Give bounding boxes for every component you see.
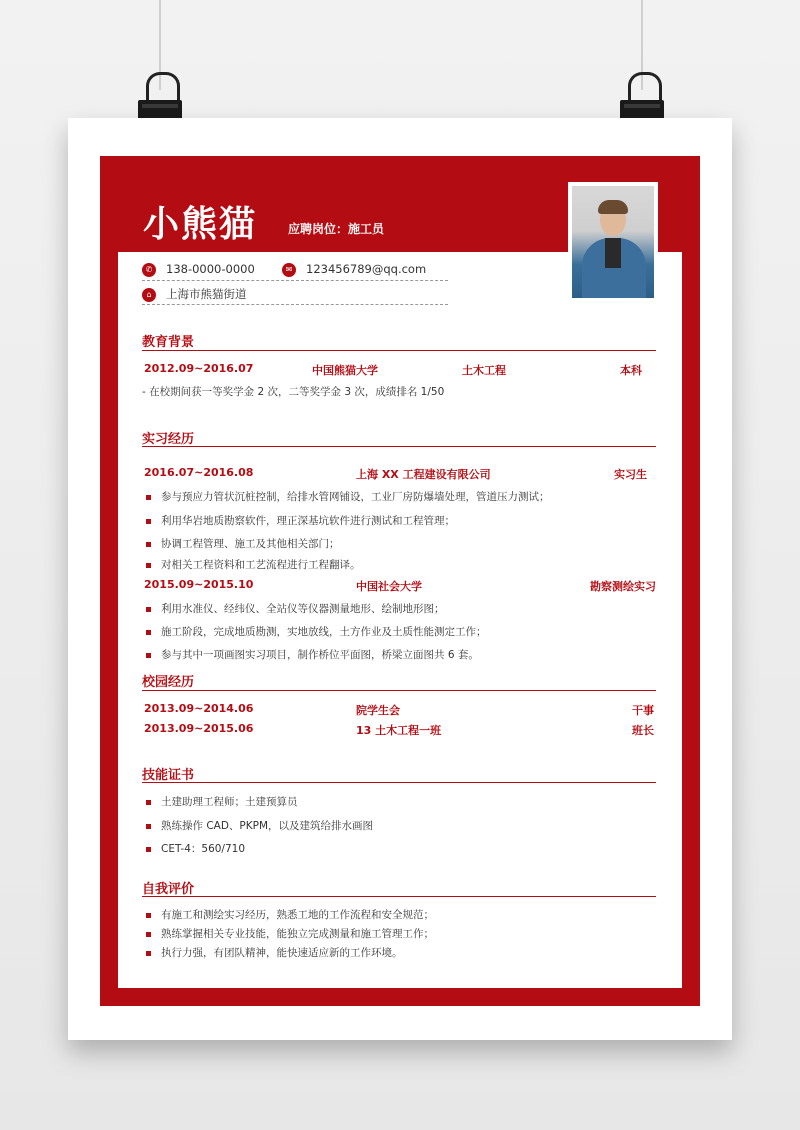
list-item: CET-4：560/710 xyxy=(146,841,245,856)
home-icon: ⌂ xyxy=(142,288,156,302)
profile-photo xyxy=(568,182,658,302)
divider xyxy=(142,304,448,305)
list-item: 施工阶段，完成地质勘测，实地放线，土方作业及土质性能测定工作； xyxy=(146,624,487,639)
list-item: 执行力强，有团队精神，能快速适应新的工作环境。 xyxy=(146,945,403,960)
applied-position: 应聘岗位：施工员 xyxy=(288,222,385,236)
contact-phone: ✆ 138-0000-0000 xyxy=(142,262,255,277)
list-item: 利用华岩地质勘察软件，理正深基坑软件进行测试和工程管理； xyxy=(146,513,455,528)
list-item: 利用水准仪、经纬仪、全站仪等仪器测量地形、绘制地形图； xyxy=(146,601,445,616)
section-divider xyxy=(142,446,656,447)
education-note: - 在校期间获一等奖学金 2 次，二等奖学金 3 次，成绩排名 1/50 xyxy=(142,386,445,398)
list-item: 参与其中一项画图实习项目，制作桥位平面图，桥梁立面图共 6 套。 xyxy=(146,647,479,662)
divider xyxy=(142,280,448,281)
section-title-education: 教育背景 xyxy=(142,335,195,350)
list-item: 土建助理工程师；土建预算员 xyxy=(146,794,298,809)
section-divider xyxy=(142,690,656,691)
list-item: 有施工和测绘实习经历，熟悉工地的工作流程和安全规范； xyxy=(146,907,434,922)
section-title-skills: 技能证书 xyxy=(142,768,195,783)
section-divider xyxy=(142,350,656,351)
email-icon: ✉ xyxy=(282,263,296,277)
section-title-self-eval: 自我评价 xyxy=(142,882,195,897)
contact-address: ⌂ 上海市熊猫街道 xyxy=(142,286,247,302)
section-divider xyxy=(142,782,656,783)
phone-icon: ✆ xyxy=(142,263,156,277)
list-item: 熟练操作 CAD、PKPM，以及建筑给排水画图 xyxy=(146,818,373,833)
list-item: 对相关工程资料和工艺流程进行工程翻译。 xyxy=(146,557,361,572)
list-item: 参与预应力管状沉桩控制，给排水管网铺设，工业厂房防爆墙处理，管道压力测试； xyxy=(146,489,550,504)
list-item: 熟练掌握相关专业技能，能独立完成测量和施工管理工作； xyxy=(146,926,434,941)
contact-email: ✉ 123456789@qq.com xyxy=(282,262,426,277)
list-item: 协调工程管理、施工及其他相关部门； xyxy=(146,536,340,551)
resume-paper: 小熊猫 应聘岗位：施工员 ✆ 138-0000-0000 ✉ 123456789@qq.com ⌂ 上海市熊猫街道 教育背景 2012.09~2016.07 中国熊猫大学 土木工程 本科 - 在校期间获一等奖学金 2 次，二等奖学金 3 次，成绩排名 1/50 实习经历 2016.07~2016.08 上海 XX 工程建设有限公司 实习生 参与预应力管状沉桩控制，给排水管网铺设，工业厂房防爆墙处理，管道压力测试； 利用华岩地质勘察软件，理正深基坑软件进行测试和工程管理； 协调工程管理、施工及其他相关部门； 对相关工程资料和工艺流程进行工程翻译。 2015.09~2015.10 中国社会大学 勘察测绘实习 利用水准仪、经纬仪、全站仪等仪器测量地形、绘制地形图； 施工阶段，完成地质勘测，实地放线，土方作业及土质性能测定工作； 参与其中一项画图实习项目，制作桥位平面图，桥梁立面图共 6 套。 校园经历 2013.09~2014.06 院学生会 干事 2013.09~2015.06 13 土木工程一班 班长 技能证书 土建助理工程师；土建预算员 熟练操作 CAD、PKPM，以及建筑给排水画图 CET-4：560/710 自我评价 有施工和测绘实习经历，熟悉工地的工作流程和安全规范； 熟练掌握相关专业技能，能独立完成测量和施工管理工作； 执行力强，有团队精神，能快速适应新的工作环境。 xyxy=(68,118,732,1040)
section-divider xyxy=(142,896,656,897)
section-title-internship: 实习经历 xyxy=(142,432,195,447)
candidate-name: 小熊猫 xyxy=(143,204,258,245)
section-title-campus: 校园经历 xyxy=(142,675,195,690)
